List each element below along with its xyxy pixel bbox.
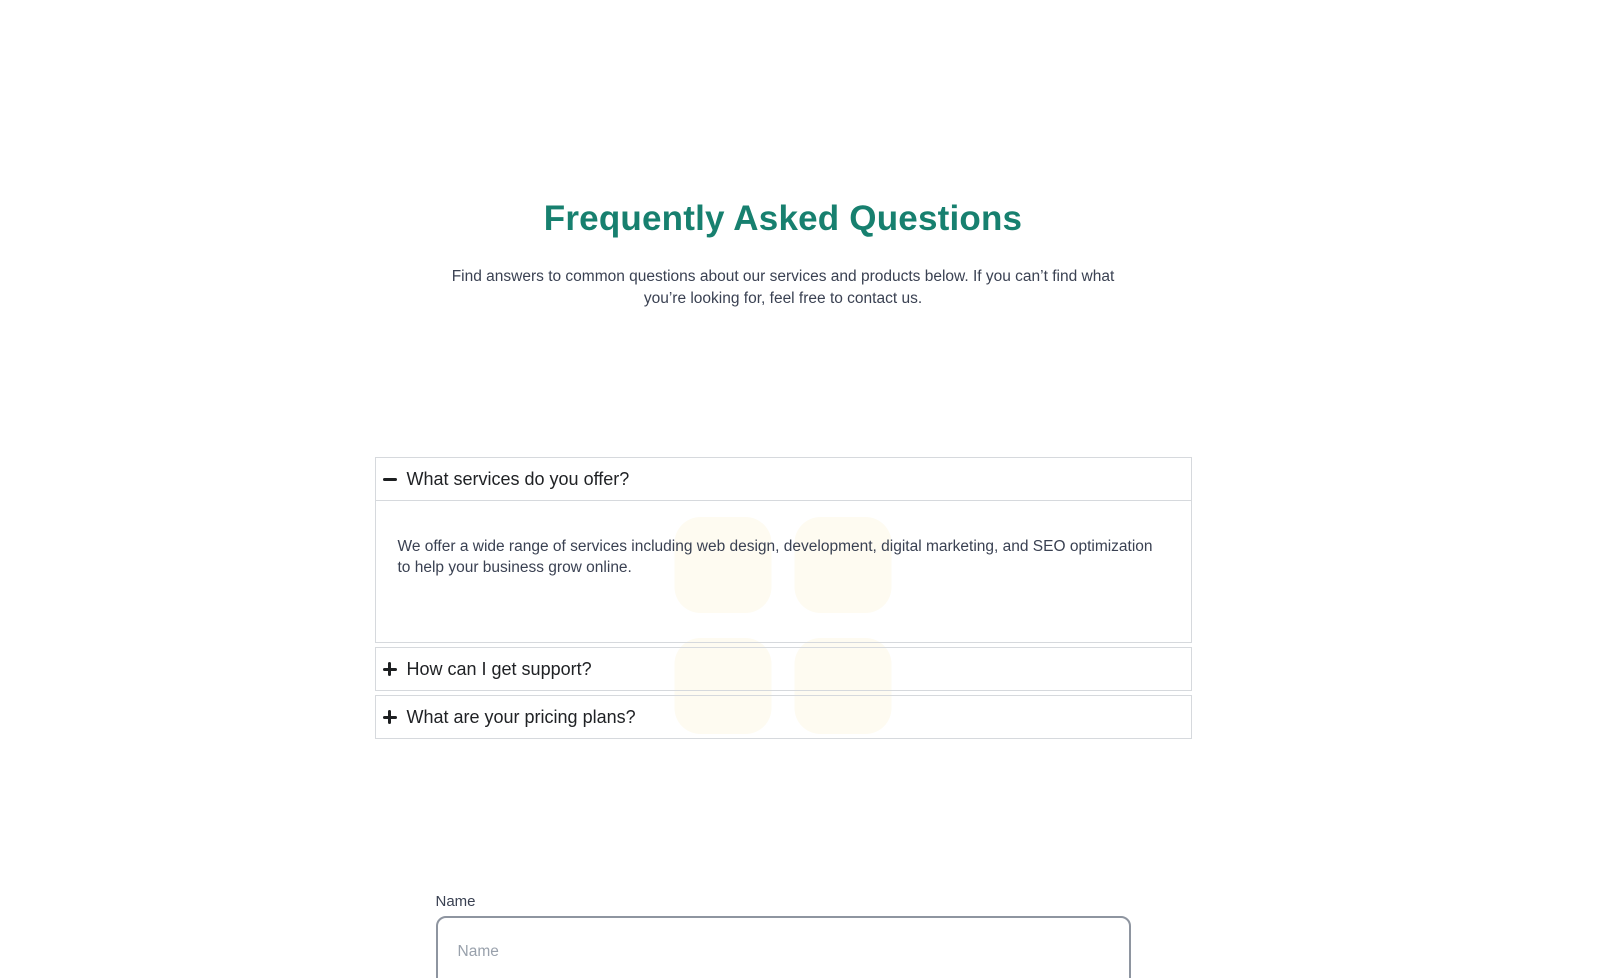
- content-column: [0, 200, 1566, 978]
- page-subtitle: Find answers to common questions about our services and products below. If you can’t find what you’re looking for, feel free to contact us.: [451, 268, 1115, 307]
- plus-icon: [383, 662, 397, 676]
- minus-icon: [383, 478, 397, 481]
- accordion-item-1-answer: We offer a wide range of services including web design, development, digital marketing, and SEO optimization to help your business grow online.: [397, 538, 1153, 576]
- accordion-item-1-header[interactable]: [375, 457, 1192, 501]
- page-title: Frequently Asked Questions: [543, 199, 1023, 238]
- accordion-item-2-header[interactable]: [375, 647, 1192, 691]
- accordion-item-1-question: What services do you offer?: [406, 469, 630, 489]
- name-input[interactable]: [436, 916, 1131, 978]
- accordion-item-3-header[interactable]: [375, 695, 1192, 739]
- faq-stage: [0, 457, 1566, 739]
- faq-accordion: [375, 457, 1192, 739]
- accordion-item-2-question: How can I get support?: [406, 659, 592, 679]
- accordion-item-1-content: [375, 501, 1192, 643]
- contact-form-name-field: [436, 893, 1131, 978]
- plus-icon: [383, 710, 397, 724]
- name-label: Name: [435, 893, 476, 910]
- accordion-item-3-question: What are your pricing plans?: [406, 707, 636, 727]
